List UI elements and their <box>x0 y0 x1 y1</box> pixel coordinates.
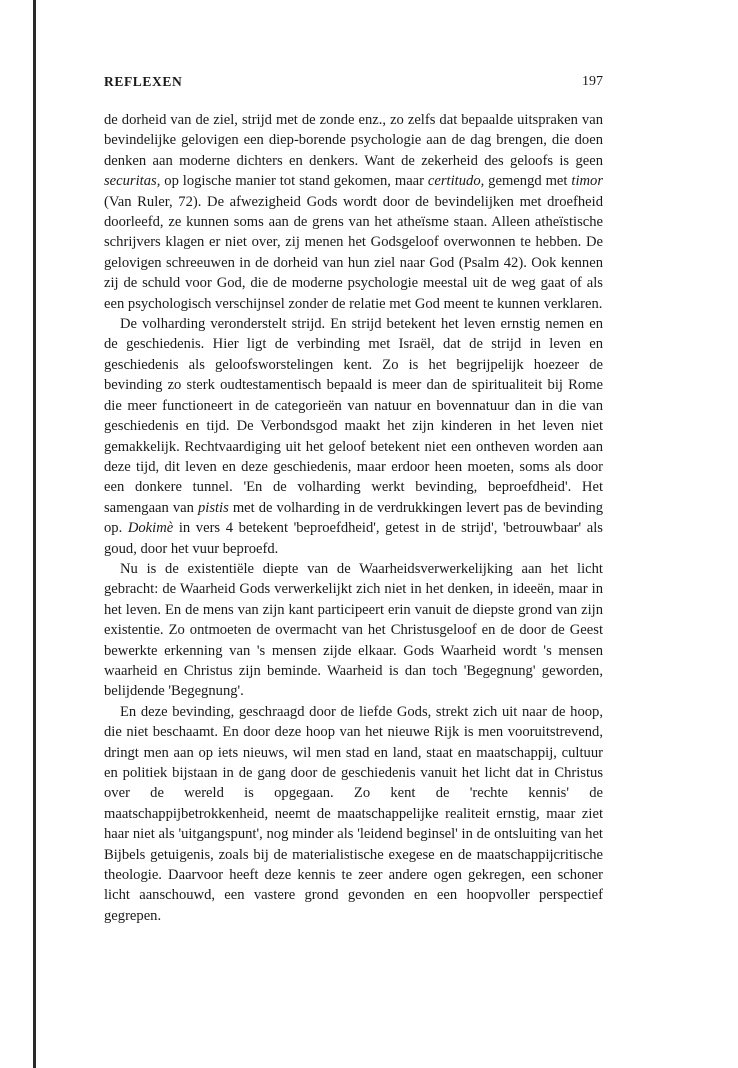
paragraph <box>104 702 603 926</box>
paragraph-text: in vers 4 betekent 'beproefdheid', getest in de strijd', 'betrouwbaar' als goud, door het vuur beproefd. <box>104 520 603 557</box>
paragraph <box>104 559 603 702</box>
italic-term: securitas, <box>104 173 161 190</box>
scan-edge-shadow <box>33 0 36 1068</box>
paragraph-text: (Van Ruler, 72). De afwezigheid Gods wordt door de bevindelijken met droefheid doorleefd, ze kunnen soms aan de grens van het atheïsme staan. Alleen atheïstische schrijvers klagen er niet over, zij menen het Godsgeloof overwonnen te hebben. De gelovigen schreeuwen in de dorheid van hun ziel naar God (Psalm 42). Ook kennen zij de schuld voor God, die de moderne psychologie meestal uit de weg gaat of als een psychologisch verschijnsel zonder de relatie met God meent te kunnen verklaren. <box>104 193 603 312</box>
italic-term: Dokimè <box>127 520 174 537</box>
italic-term: timor <box>571 173 604 190</box>
paragraph-text: op logische manier tot stand gekomen, maar <box>160 173 428 190</box>
paragraph-text: En deze bevinding, geschraagd door de liefde Gods, strekt zich uit naar de hoop, die niet beschaamt. En door deze hoop van het nieuwe Rijk is men vooruitstrevend, dringt men aan op iets nieuws, wil men stad en land, staat en maatschappij, cultuur en politiek bijstaan in de gang door de geschiedenis vanuit het licht dat in Christus over de wereld is opgegaan. Zo kent de 'rechte kennis' de maatschappijbetrokkenheid, neemt de maatschappelijke realiteit ernstig, maar ziet haar niet als 'uitgangspunt', nog minder als 'leidend beginsel' in de ontsluiting van het Bijbels getuigenis, zoals bij de materialistische exegese en de maatschappijcritische theologie. Daarvoor heeft deze kennis te zeer andere ogen gekregen, een schoner licht aanschouwd, een vastere grond gevonden en een hoopvoller perspectief gegrepen. <box>104 703 603 924</box>
italic-term: certitudo, <box>427 173 485 190</box>
page-number: 197 <box>582 74 603 89</box>
paragraph <box>104 110 603 314</box>
paragraph <box>104 314 603 559</box>
paragraph-text: Nu is de existentiële diepte van de Waarheidsverwerkelijking aan het licht gebracht: de Waarheid Gods verwerkelijkt zich niet in het denken, in ideeën, maar in het leven. En de mens van zijn kant participeert erin vanuit de diepste grond van zijn existentie. Zo ontmoeten de overmacht van het Christusgeloof en de door de Geest bewerkte erkenning van 's mensen zijde elkaar. Gods Waarheid wordt 's mensen waarheid en Christus zijn beminde. Waarheid is dan toch 'Begegnung' geworden, belijdende 'Begegnung'. <box>104 560 603 700</box>
italic-term: pistis <box>197 499 229 516</box>
paragraph-text: gemengd met <box>484 173 572 190</box>
paragraph-text: De volharding veronderstelt strijd. En strijd betekent het leven ernstig nemen en de geschiedenis. Hier ligt de verbinding met Israël, dat de strijd in leven en geschiedenis als geloofsworstelingen kent. Zo is het begrijpelijk hoezeer de bevinding zo sterk oudtestamentisch bepaald is meer dan de spiritualiteit bij Rome die meer functioneert in de categorieën van natuur en bovennatuur dan in die van geschiedenis en tijd. De Verbondsgod maakt het zijn kinderen in het leven niet gemakkelijk. Rechtvaardiging uit het geloof betekent niet een ontheven worden aan deze tijd, dit leven en deze geschiedenis, maar erdoor heen moeten, soms als door een donkere tunnel. 'En de volharding werkt bevinding, beproefdheid'. Het samengaan van <box>104 316 603 516</box>
body-text <box>104 110 603 926</box>
paragraph-text: met de volharding in de verdrukkingen levert pas de bevinding op. <box>104 499 604 537</box>
paragraph-text: de dorheid van de ziel, strijd met de zonde enz., zo zelfs dat bepaalde uitspraken van bevindelijke gelovigen een diep-borende psychologie aan de dag brengen, die doen denken aan moderne dichters en denkers. Want de zekerheid des geloofs is geen <box>104 112 603 169</box>
running-title: REFLEXEN <box>104 74 183 89</box>
page-header <box>104 74 603 94</box>
